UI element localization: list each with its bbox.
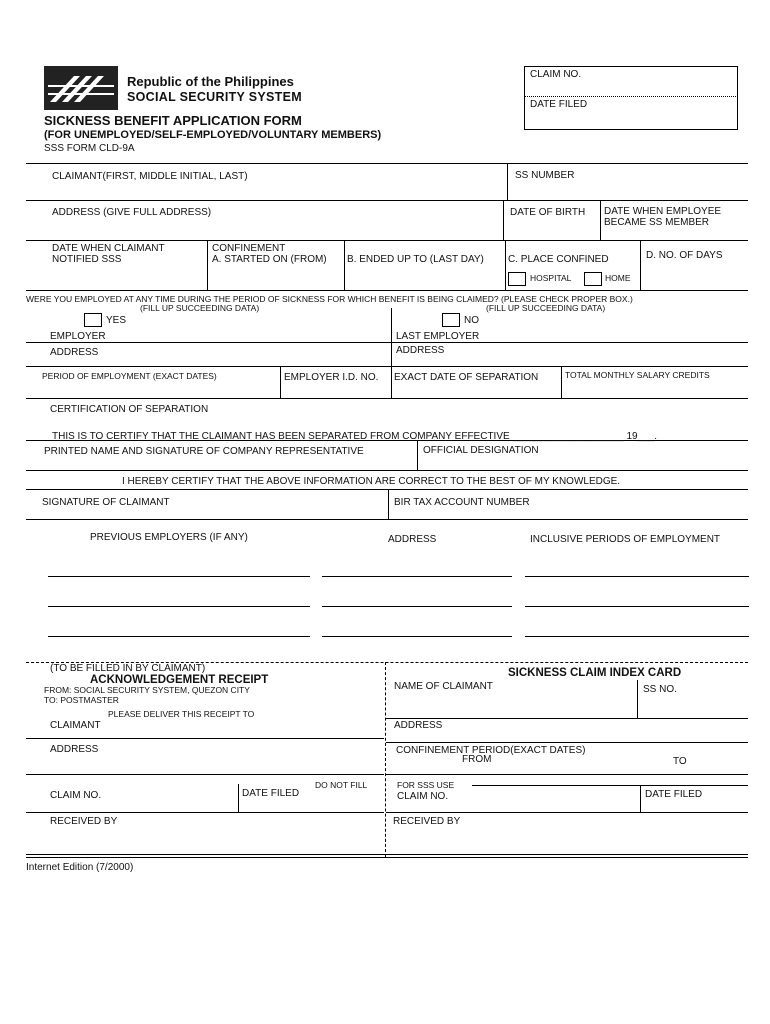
receipt-to: TO: POSTMASTER	[44, 695, 119, 705]
notified-label-2: NOTIFIED SSS	[52, 254, 122, 265]
period-label: PERIOD OF EMPLOYMENT (EXACT DATES)	[42, 371, 217, 381]
sss-logo-icon	[44, 66, 118, 110]
org-system: SOCIAL SECURITY SYSTEM	[127, 90, 302, 104]
index-received-by-label: RECEIVED BY	[393, 816, 461, 827]
receipt-claim-no-label: CLAIM NO.	[50, 790, 102, 801]
sss-use-label: FOR SSS USE	[397, 780, 455, 790]
index-to-label: TO	[673, 756, 687, 767]
rep-label: PRINTED NAME AND SIGNATURE OF COMPANY REPRESENTATIVE	[44, 446, 364, 457]
form-code: SSS FORM CLD-9A	[44, 143, 135, 154]
ss-number-field[interactable]	[512, 185, 742, 199]
started-label: A. STARTED ON (FROM)	[212, 254, 327, 265]
confinement-label: CONFINEMENT	[212, 243, 286, 254]
notified-label: DATE WHEN CLAIMANT	[52, 243, 165, 254]
no-checkbox[interactable]	[442, 313, 460, 327]
date-filed-label: DATE FILED	[530, 99, 588, 110]
previous-employers-label: PREVIOUS EMPLOYERS (IF ANY)	[90, 532, 248, 543]
signature-label: SIGNATURE OF CLAIMANT	[42, 497, 170, 508]
became-member-label: DATE WHEN EMPLOYEE	[604, 206, 722, 217]
became-member-label-2: BECAME SS MEMBER	[604, 217, 710, 228]
previous-periods-label: INCLUSIVE PERIODS OF EMPLOYMENT	[530, 534, 721, 545]
receipt-fill-note: (TO BE FILLED IN BY CLAIMANT)	[50, 663, 206, 674]
claimant-name-field[interactable]	[30, 185, 500, 199]
ended-label: B. ENDED UP TO (LAST DAY)	[347, 254, 484, 265]
receipt-received-by-label: RECEIVED BY	[50, 816, 118, 827]
receipt-deliver: PLEASE DELIVER THIS RECEIPT TO	[108, 709, 255, 719]
employment-question: WERE YOU EMPLOYED AT ANY TIME DURING THE PERIOD OF SICKNESS FOR WHICH BENEFIT IS BEING CLAIMED? (PLEASE CHECK PROPER BOX.)	[26, 294, 633, 304]
dob-label: DATE OF BIRTH	[510, 207, 586, 218]
home-checkbox[interactable]	[584, 272, 602, 286]
certification-text: THIS IS TO CERTIFY THAT THE CLAIMANT HAS BEEN SEPARATED FROM COMPANY EFFECTIVE ____________________ 19___.	[52, 431, 658, 442]
last-employer-address-label: ADDRESS	[396, 345, 445, 356]
home-label: HOME	[605, 273, 631, 283]
fill-yes-note: (FILL UP SUCCEEDING DATA)	[140, 303, 260, 313]
receipt-date-filed-label: DATE FILED	[242, 788, 300, 799]
days-label: D. NO. OF DAYS	[646, 250, 723, 261]
hospital-label: HOSPITAL	[530, 273, 572, 283]
claim-no-label: CLAIM NO.	[530, 69, 582, 80]
index-address-label: ADDRESS	[394, 720, 443, 731]
certification-title: CERTIFICATION OF SEPARATION	[50, 404, 209, 415]
index-claim-no-label: CLAIM NO.	[397, 791, 449, 802]
receipt-address-label: ADDRESS	[50, 744, 99, 755]
receipt-from: FROM: SOCIAL SECURITY SYSTEM, QUEZON CITY	[44, 685, 250, 695]
bir-label: BIR TAX ACCOUNT NUMBER	[394, 497, 530, 508]
previous-address-label: ADDRESS	[388, 534, 437, 545]
designation-label: OFFICIAL DESIGNATION	[423, 445, 539, 456]
receipt-title: ACKNOWLEDGEMENT RECEIPT	[90, 674, 269, 686]
index-name-label: NAME OF CLAIMANT	[394, 681, 493, 692]
sss-logo	[44, 66, 118, 110]
certify-text: I HEREBY CERTIFY THAT THE ABOVE INFORMATION ARE CORRECT TO THE BEST OF MY KNOWLEDGE.	[122, 476, 621, 487]
address-label: ADDRESS (GIVE FULL ADDRESS)	[52, 207, 212, 218]
last-employer-label: LAST EMPLOYER	[396, 331, 480, 342]
salary-credits-label: TOTAL MONTHLY SALARY CREDITS	[565, 370, 710, 380]
ss-number-label: SS NUMBER	[515, 170, 575, 181]
yes-checkbox[interactable]	[84, 313, 102, 327]
org-name: Republic of the Philippines	[127, 74, 294, 89]
place-label: C. PLACE CONFINED	[508, 254, 609, 265]
index-from-label: FROM	[462, 754, 492, 765]
hospital-checkbox[interactable]	[508, 272, 526, 286]
do-not-fill-label: DO NOT FILL	[315, 780, 368, 790]
edition-label: Internet Edition (7/2000)	[26, 862, 134, 873]
no-label: NO	[464, 315, 479, 326]
index-period-label: CONFINEMENT PERIOD(EXACT DATES)	[396, 745, 586, 756]
index-ss-no-label: SS NO.	[643, 684, 677, 695]
index-card-title: SICKNESS CLAIM INDEX CARD	[508, 667, 682, 679]
index-date-filed-label: DATE FILED	[645, 789, 703, 800]
employer-label: EMPLOYER	[50, 331, 106, 342]
claimant-name-label: CLAIMANT(FIRST, MIDDLE INITIAL, LAST)	[52, 171, 248, 182]
form-subtitle: (FOR UNEMPLOYED/SELF-EMPLOYED/VOLUNTARY MEMBERS)	[44, 129, 382, 141]
form-title: SICKNESS BENEFIT APPLICATION FORM	[44, 113, 302, 128]
receipt-claimant-label: CLAIMANT	[50, 720, 101, 731]
employer-id-label: EMPLOYER I.D. NO.	[284, 372, 379, 383]
employer-address-label: ADDRESS	[50, 347, 99, 358]
yes-label: YES	[106, 315, 127, 326]
fill-no-note: (FILL UP SUCCEEDING DATA)	[486, 303, 606, 313]
separation-date-label: EXACT DATE OF SEPARATION	[394, 372, 539, 383]
